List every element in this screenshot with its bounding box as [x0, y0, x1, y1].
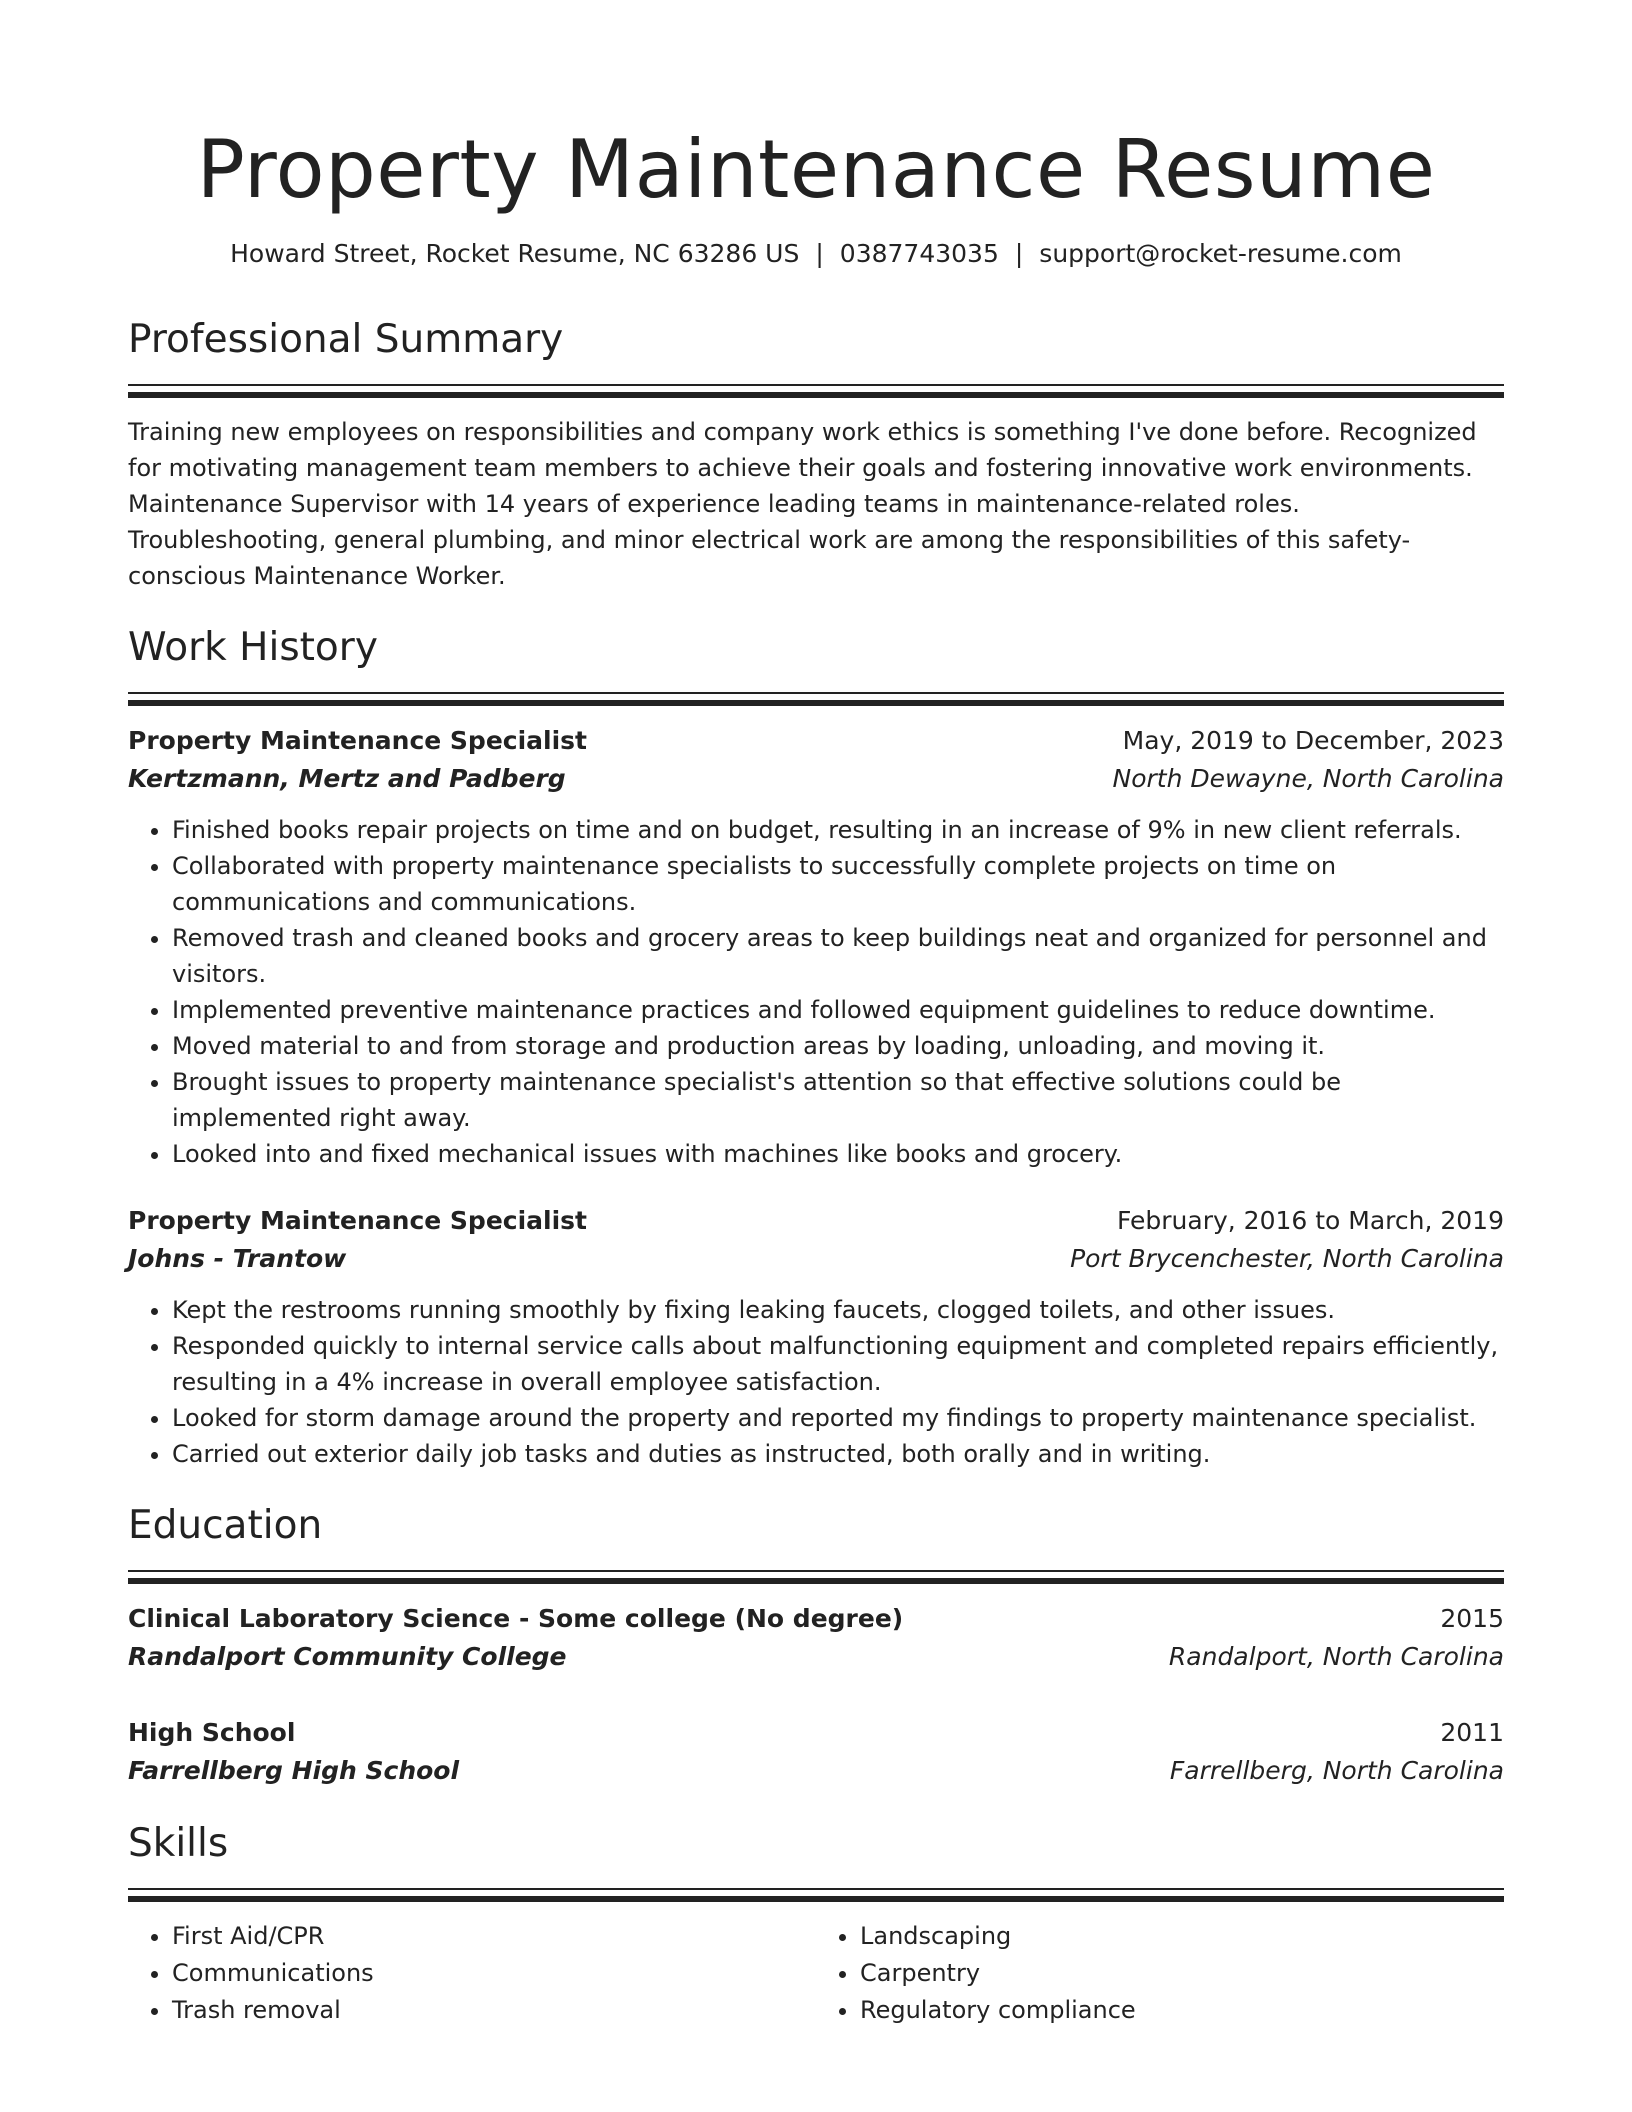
list-item: • Collaborated with property maintenance specialists to successfully complete projects on time on communications and communications.: [172, 848, 1504, 920]
skill-item: • First Aid/CPR: [172, 1918, 816, 1955]
resume-title: Property Maintenance Resume: [196, 123, 1436, 216]
skills-column-right: [816, 1918, 1504, 2029]
section-heading: Education: [128, 1503, 323, 1548]
contact-address: Howard Street, Rocket Resume, NC 63286 US: [230, 239, 800, 268]
section-divider: [128, 692, 1504, 706]
section-heading: Skills: [128, 1821, 229, 1866]
job-title-row: [128, 722, 1504, 760]
education-school-row: [128, 1752, 1504, 1790]
job-location: Port Brycenchester, North Carolina: [1070, 1244, 1504, 1273]
education-school: Farrellberg High School: [128, 1756, 460, 1785]
job-company: Kertzmann, Mertz and Padberg: [128, 764, 566, 793]
skills-grid: [128, 1918, 1504, 2029]
education-degree: Clinical Laboratory Science - Some college (No degree): [128, 1604, 904, 1633]
skill-item: • Regulatory compliance: [860, 1992, 1504, 2029]
education-year: 2015: [1440, 1604, 1504, 1633]
skills-section: [128, 1820, 1504, 2029]
work-history-section: [128, 624, 1504, 1472]
education-entry: [128, 1714, 1504, 1790]
education-school-row: [128, 1638, 1504, 1676]
list-item: • Brought issues to property maintenance specialist's attention so that effective solutions could be implemented right away.: [172, 1064, 1504, 1136]
section-heading: Professional Summary: [128, 317, 564, 362]
education-entry: [128, 1600, 1504, 1676]
contact-separator: |: [1014, 239, 1024, 268]
list-item: • Responded quickly to internal service calls about malfunctioning equipment and completed repairs efficiently, resulting in a 4% increase in overall employee satisfaction.: [172, 1328, 1504, 1400]
job-entry: [128, 1202, 1504, 1472]
skills-column-left: [128, 1918, 816, 2029]
job-bullets: [128, 812, 1504, 1172]
job-title: Property Maintenance Specialist: [128, 726, 588, 755]
list-item: • Looked for storm damage around the property and reported my findings to property maintenance specialist.: [172, 1400, 1504, 1436]
section-divider: [128, 384, 1504, 398]
job-company-row: [128, 760, 1504, 798]
section-heading: Work History: [128, 625, 378, 670]
job-title-row: [128, 1202, 1504, 1240]
education-degree: High School: [128, 1718, 296, 1747]
skill-item: • Trash removal: [172, 1992, 816, 2029]
education-degree-row: [128, 1600, 1504, 1638]
section-divider: [128, 1888, 1504, 1902]
list-item: • Implemented preventive maintenance practices and followed equipment guidelines to reduce downtime.: [172, 992, 1504, 1028]
job-bullets: [128, 1292, 1504, 1472]
summary-section: [128, 316, 1504, 594]
job-dates: February, 2016 to March, 2019: [1116, 1206, 1504, 1235]
skill-item: • Carpentry: [860, 1955, 1504, 1992]
education-degree-row: [128, 1714, 1504, 1752]
education-location: Farrellberg, North Carolina: [1169, 1756, 1504, 1785]
section-divider: [128, 1570, 1504, 1584]
list-item: • Finished books repair projects on time and on budget, resulting in an increase of 9% in new client referrals.: [172, 812, 1504, 848]
list-item: • Moved material to and from storage and production areas by loading, unloading, and moving it.: [172, 1028, 1504, 1064]
summary-text: Training new employees on responsibilities and company work ethics is something I've done before. Recognized for motivating management team members to achieve their goals and fostering innovative work environments. Maintenance Supervisor with 14 years of experience leading teams in maintenance-related roles. Troubleshooting, general plumbing, and minor electrical work are among the responsibilities of this safety-conscious Maintenance Worker.: [128, 418, 1477, 590]
education-section: [128, 1502, 1504, 1790]
contact-line: [128, 236, 1504, 272]
job-company-row: [128, 1240, 1504, 1278]
resume-page: [128, 120, 1504, 2029]
contact-email: support@rocket-resume.com: [1039, 239, 1402, 268]
job-dates: May, 2019 to December, 2023: [1122, 726, 1504, 755]
education-year: 2011: [1440, 1718, 1504, 1747]
contact-separator: |: [815, 239, 824, 268]
list-item: • Kept the restrooms running smoothly by fixing leaking faucets, clogged toilets, and other issues.: [172, 1292, 1504, 1328]
list-item: • Removed trash and cleaned books and grocery areas to keep buildings neat and organized for personnel and visitors.: [172, 920, 1504, 992]
job-title: Property Maintenance Specialist: [128, 1206, 588, 1235]
education-school: Randalport Community College: [128, 1642, 567, 1671]
education-location: Randalport, North Carolina: [1168, 1642, 1504, 1671]
job-company: Johns - Trantow: [128, 1244, 347, 1273]
job-entry: [128, 722, 1504, 1172]
skill-item: • Landscaping: [860, 1918, 1504, 1955]
contact-phone: 0387743035: [839, 239, 999, 268]
skill-item: • Communications: [172, 1955, 816, 1992]
job-location: North Dewayne, North Carolina: [1112, 764, 1504, 793]
list-item: • Carried out exterior daily job tasks and duties as instructed, both orally and in writing.: [172, 1436, 1504, 1472]
list-item: • Looked into and fixed mechanical issues with machines like books and grocery.: [172, 1136, 1504, 1172]
